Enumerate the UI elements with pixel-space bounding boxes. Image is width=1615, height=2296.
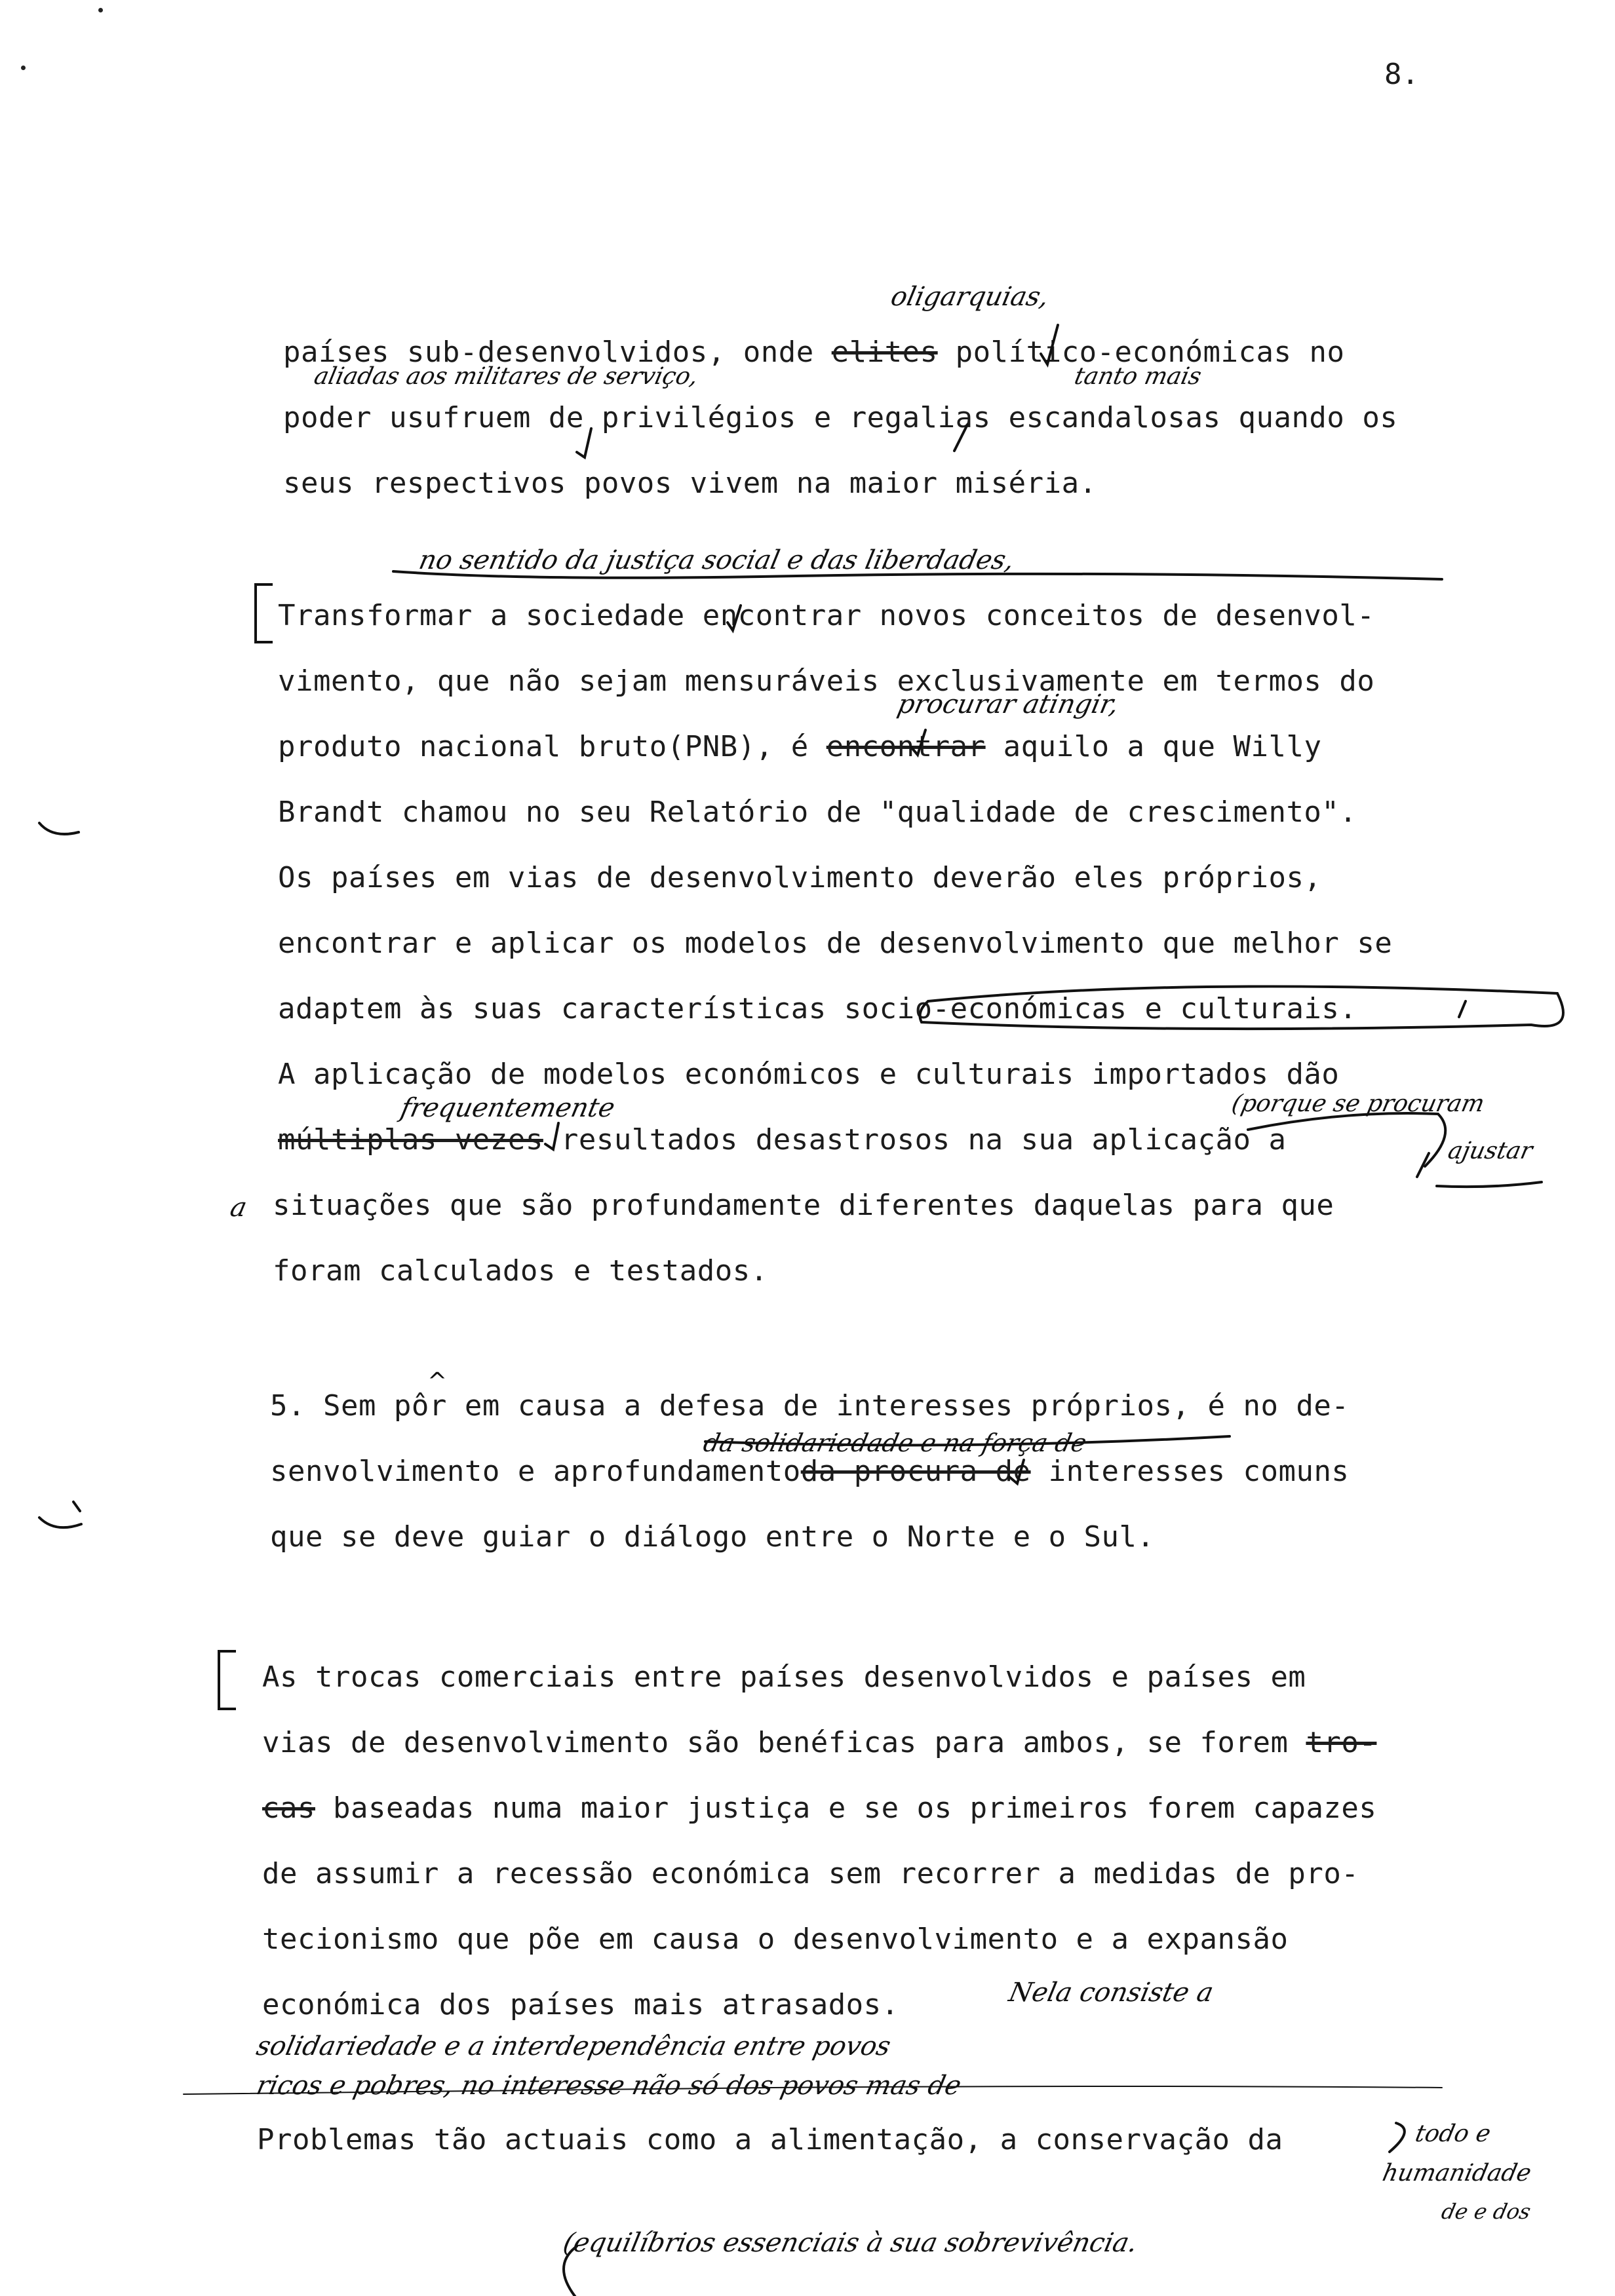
- text-line: A aplicação de modelos económicos e culturais importados dão: [278, 1058, 1340, 1091]
- text-line: adaptem às suas características socio-económicas e culturais.: [278, 992, 1357, 1025]
- handwritten-insertion: solidariedade e a interdependência entre povos: [254, 2031, 893, 2061]
- caret-mark: ^: [427, 1368, 448, 1395]
- text-line: vimento, que não sejam mensuráveis exclusivamente em termos do: [278, 664, 1375, 698]
- margin-tick: [73, 1502, 80, 1511]
- text-line: Os países em vias de desenvolvimento deverão eles próprios,: [278, 861, 1322, 894]
- insertion-caret: [728, 605, 741, 630]
- text-line: As trocas comerciais entre países desenvolvidos e países em: [262, 1660, 1306, 1694]
- handwritten-insertion: ricos e pobres, no interesse não só dos povos mas de: [254, 2071, 964, 2101]
- text-line: múltiplas vezes resultados desastrosos na sua aplicação a: [278, 1123, 1287, 1157]
- text-line: Problemas tão actuais como a alimentação, a conservação da: [257, 2123, 1283, 2156]
- text-line: vias de desenvolvimento são benéficas para ambos, se forem tro-: [262, 1726, 1377, 1759]
- text-line: cas baseadas numa maior justiça e se os primeiros forem capazes: [262, 1791, 1377, 1825]
- insertion-caret: [577, 429, 591, 457]
- handwritten-loop: [1248, 1113, 1445, 1166]
- rule-line: [184, 2086, 1442, 2094]
- handwritten-insertion: aliadas aos militares de serviço,: [311, 363, 701, 390]
- handwritten-underline: [705, 1436, 1230, 1445]
- circled-phrase: [920, 986, 1563, 1029]
- text-line: que se deve guiar o diálogo entre o Norte e o Sul.: [270, 1520, 1155, 1554]
- text-line: países sub-desenvolvidos, onde elites político-económicas no: [283, 335, 1345, 369]
- page-number: 8.: [1384, 58, 1419, 91]
- text-line: poder usufruem de privilégios e regalias escandalosas quando os: [283, 401, 1398, 434]
- handwritten-insertion: todo e: [1412, 2120, 1493, 2147]
- handwritten-insertion: de e dos: [1439, 2199, 1533, 2224]
- text-line: Transformar a sociedade encontrar novos conceitos de desenvol-: [278, 599, 1375, 632]
- handwritten-insertion: oligarquias,: [888, 282, 1052, 312]
- text-line: encontrar e aplicar os modelos de desenvolvimento que melhor se: [278, 927, 1393, 960]
- handwritten-insertion: humanidade: [1380, 2160, 1534, 2187]
- text-line: senvolvimento e aprofundamentoda procura de interesses comuns: [270, 1455, 1350, 1488]
- closing-curve: [1390, 2123, 1405, 2152]
- margin-tick: [39, 823, 79, 834]
- handwritten-insertion: no sentido da justiça social e das liberdades,: [416, 545, 1017, 575]
- text-line: seus respectivos povos vivem na maior miséria.: [283, 467, 1097, 500]
- text-line: de assumir a recessão económica sem recorrer a medidas de pro-: [262, 1857, 1359, 1890]
- handwritten-insertion: frequentemente: [398, 1093, 618, 1123]
- handwritten-insertion: tanto mais: [1072, 363, 1204, 390]
- text-line: foram calculados e testados.: [273, 1254, 768, 1288]
- handwritten-insertion: procurar atingir,: [895, 689, 1121, 719]
- handwritten-insertion: ajustar: [1445, 1138, 1535, 1164]
- insertion-caret: [911, 730, 925, 755]
- text-line: 5. Sem pôr em causa a defesa de interesses próprios, é no de-: [270, 1389, 1350, 1423]
- insertion-caret: [1459, 1001, 1466, 1017]
- insertion-caret: [954, 425, 967, 451]
- insertion-caret: [545, 1123, 558, 1149]
- text-line: Brandt chamou no seu Relatório de "qualidade de crescimento".: [278, 795, 1357, 829]
- handwritten-letter: a: [227, 1193, 250, 1223]
- handwritten-insertion: Nela consiste a: [1006, 1978, 1216, 2008]
- bracket-curve: [393, 571, 1442, 579]
- text-line: tecionismo que põe em causa o desenvolvimento e a expansão: [262, 1923, 1289, 1956]
- text-line: situações que são profundamente diferentes daquelas para que: [273, 1189, 1334, 1222]
- handwritten-underline: [1437, 1182, 1542, 1187]
- opening-curve: [564, 2246, 577, 2296]
- handwritten-insertion: da solidariedade e na força de: [701, 1428, 1089, 1457]
- handwritten-insertion: (equilíbrios essenciais à sua sobrevivência.: [560, 2228, 1140, 2258]
- margin-tick: [39, 1518, 81, 1527]
- handwritten-insertion: (porque se procuram: [1229, 1090, 1487, 1117]
- text-line: económica dos países mais atrasados.: [262, 1988, 899, 2021]
- text-line: produto nacional bruto(PNB), é encontrar aquilo a que Willy: [278, 730, 1322, 763]
- insertion-caret: [1009, 1460, 1024, 1483]
- insertion-caret: [1041, 325, 1058, 364]
